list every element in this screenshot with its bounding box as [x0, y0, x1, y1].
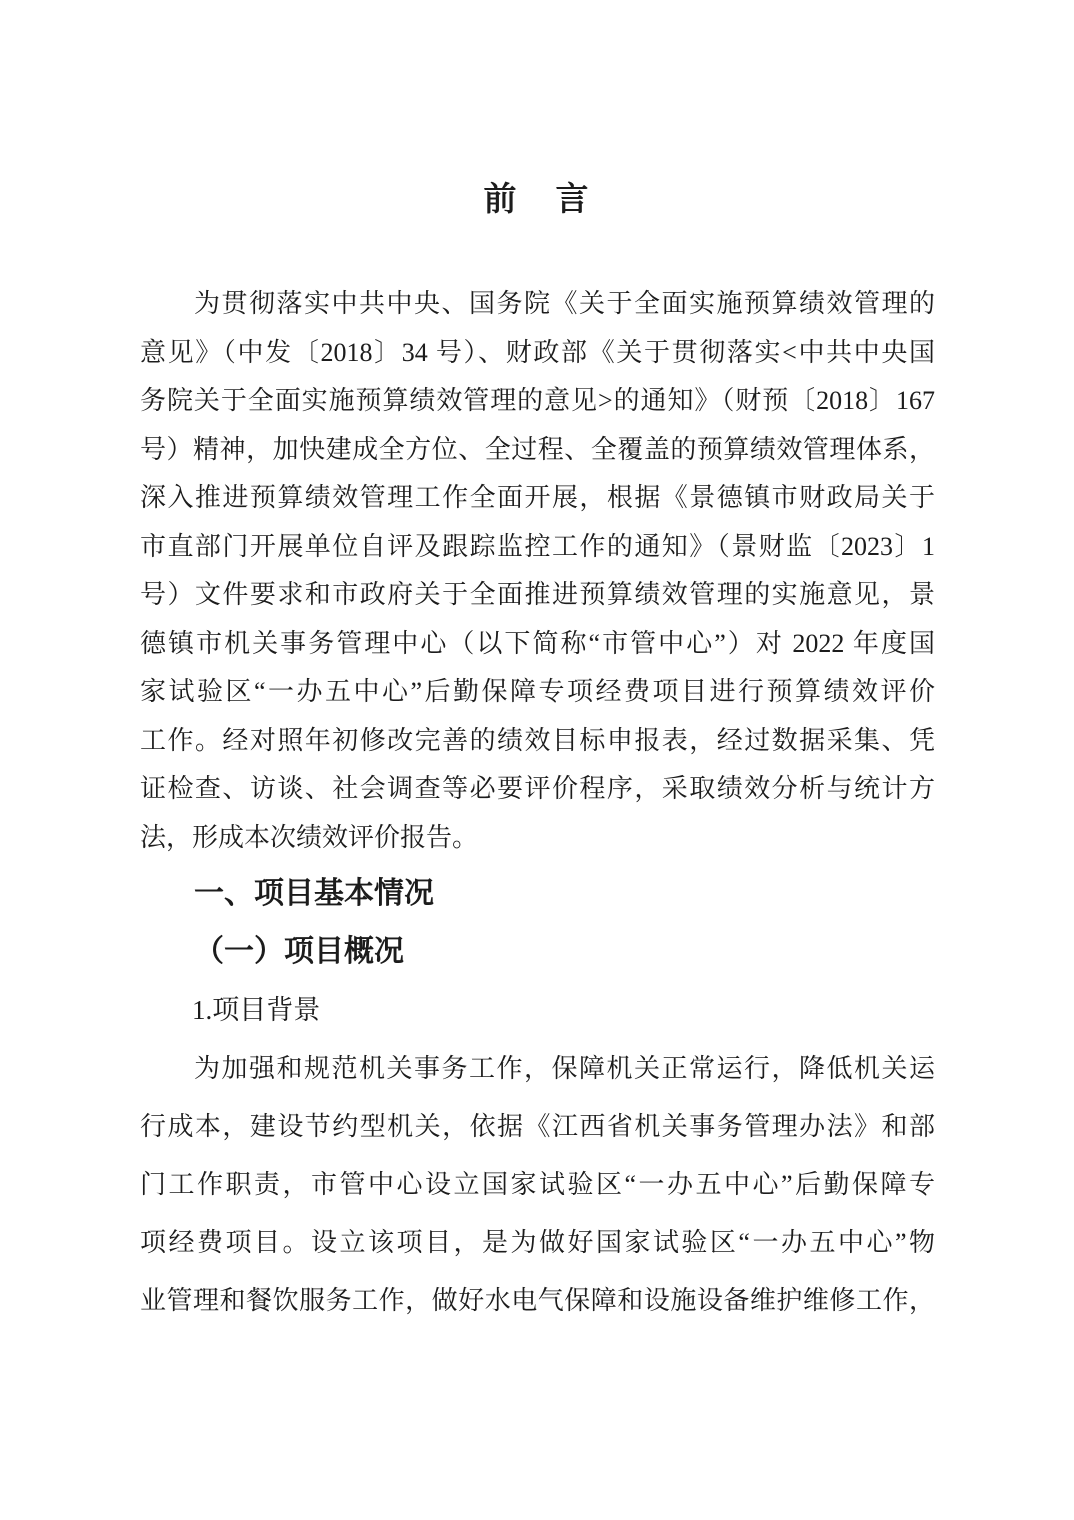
- preface-line-4: 号）精神，加快建成全方位、全过程、全覆盖的预算绩效管理体系，: [140, 434, 935, 464]
- preface-line-8: 德镇市机关事务管理中心（以下简称“市管中心”）对 2022 年度国: [140, 628, 935, 658]
- preface-paragraph: [140, 280, 935, 862]
- background-line-1: 为加强和规范机关事务工作，保障机关正常运行，降低机关运: [194, 1054, 935, 1083]
- background-line-3: 门工作职责，市管中心设立国家试验区“一办五中心”后勤保障专: [140, 1170, 935, 1199]
- background-paragraph: [140, 1040, 935, 1330]
- preface-line-11: 证检查、访谈、社会调查等必要评价程序，采取绩效分析与统计方: [140, 774, 935, 803]
- preface-line-12: 法，形成本次绩效评价报告。: [140, 822, 479, 852]
- background-line-2: 行成本，建设节约型机关，依据《江西省机关事务管理办法》和部: [140, 1112, 935, 1141]
- section-heading-level-2: （一）项目概况: [194, 935, 404, 968]
- preface-line-1: 为贯彻落实中共中央、国务院《关于全面实施预算绩效管理的: [194, 289, 935, 318]
- document-title: 前 言: [483, 182, 592, 218]
- preface-line-10: 工作。经对照年初修改完善的绩效目标申报表，经过数据采集、凭: [140, 725, 935, 755]
- preface-line-2: 意见》（中发〔2018〕34 号）、财政部《关于贯彻落实<中共中央国: [140, 337, 935, 367]
- preface-line-9: 家试验区“一办五中心”后勤保障专项经费项目进行预算绩效评价: [140, 677, 935, 706]
- preface-line-7: 号）文件要求和市政府关于全面推进预算绩效管理的实施意见，景: [140, 580, 935, 609]
- preface-line-3: 务院关于全面实施预算绩效管理的意见>的通知》（财预〔2018〕167: [140, 386, 935, 415]
- preface-line-5: 深入推进预算绩效管理工作全面开展，根据《景德镇市财政局关于: [140, 483, 935, 512]
- preface-line-6: 市直部门开展单位自评及跟踪监控工作的通知》（景财监〔2023〕1: [140, 531, 935, 561]
- section-heading-level-1: 一、项目基本情况: [194, 877, 434, 910]
- background-line-4: 项经费项目。设立该项目，是为做好国家试验区“一办五中心”物: [140, 1228, 935, 1257]
- section-heading-level-3: 1.项目背景: [192, 995, 321, 1025]
- background-line-5: 业管理和餐饮服务工作，做好水电气保障和设施设备维护维修工作，: [140, 1286, 935, 1315]
